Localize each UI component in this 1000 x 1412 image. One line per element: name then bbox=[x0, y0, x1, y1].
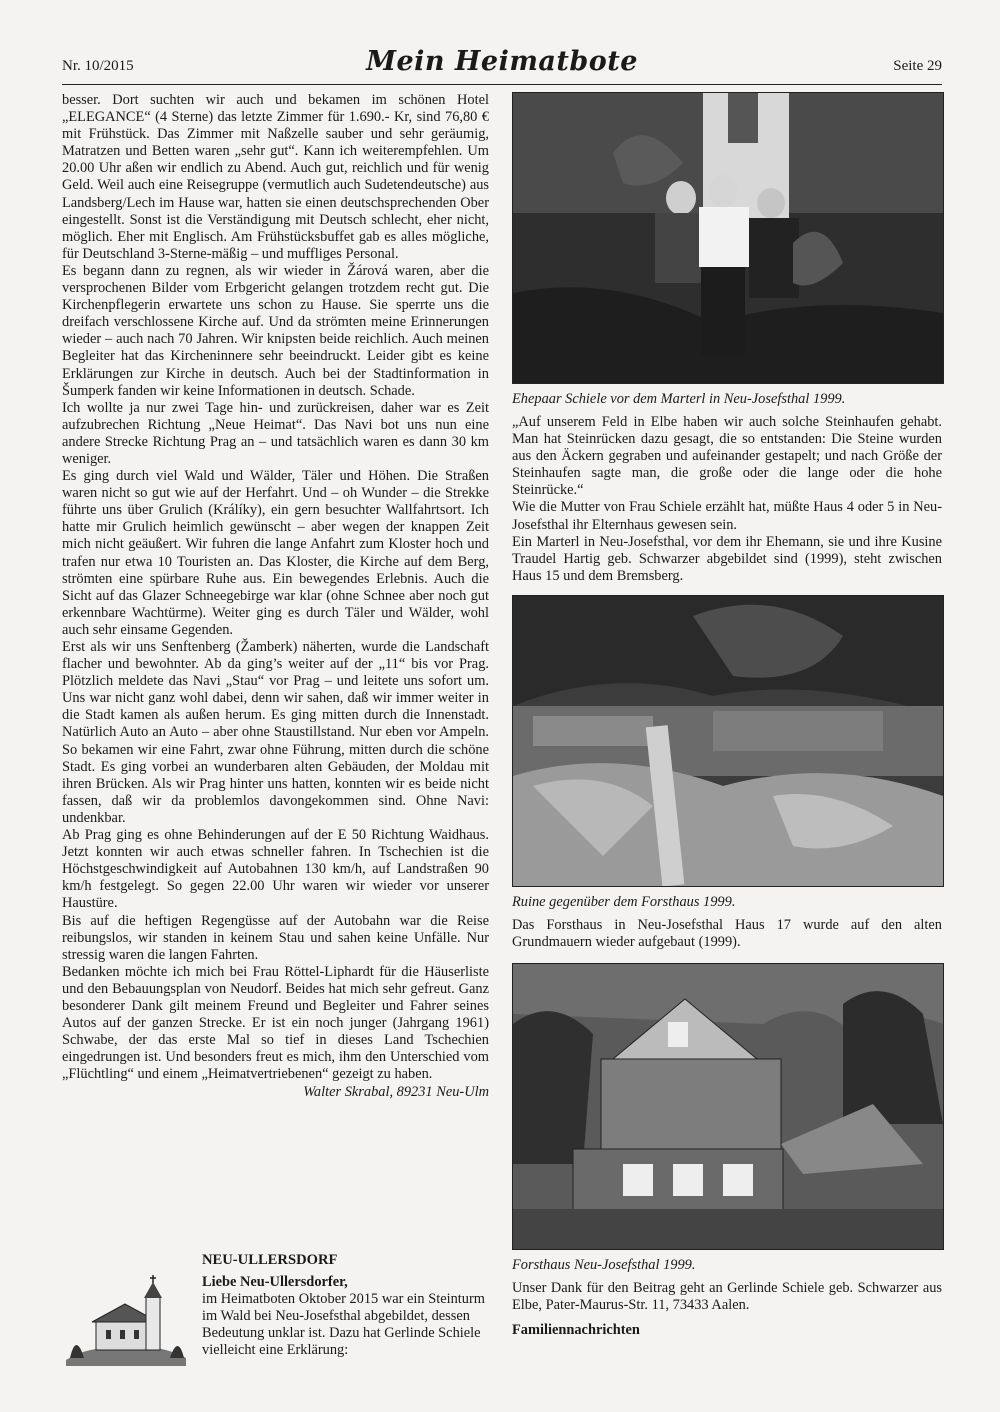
photo-forsthaus bbox=[512, 963, 944, 1250]
photo-ruine bbox=[512, 595, 944, 887]
church-illustration-icon bbox=[62, 1274, 190, 1366]
familiennachrichten-heading: Familiennachrichten bbox=[512, 1322, 640, 1339]
paragraph: Bis auf die heftigen Regengüsse auf der Autobahn war die Reise reibungslos, wir standen in keinem Stau und sahen keine Unfälle. Nur stressig waren die langen Fahrten. bbox=[62, 912, 489, 963]
left-column bbox=[62, 92, 489, 1102]
paragraph: besser. Dort suchten wir auch und bekamen im schönen Hotel „ELEGANCE“ (4 Sterne) das letzte Zimmer für 1.690.- Kr, sind 76,80 € mit Frühstück. Das Zimmer mit Naßzelle sauber und sehr geräumig, Matratzen und Betten waren „sehr gut“. Kann ich weiterempfehlen. Um 20.00 Uhr aßen wir endlich zu Abend. Auch gut, reichlich und für wenig Geld. Weil auch eine Reisegruppe (vermutlich auch Sudetendeutsche) aus Landsberg/Lech im Hause war, hatten sie einen deutschsprechenden Ober eingestellt. Sonst ist die Verständigung mit Deutsch schlecht, eher nicht, möglich. Eher mit Englisch. Am Frühstücksbuffet gab es alles mögliche, für Deutschland 3-Sterne-mäßig – und muffliges Personal. bbox=[62, 92, 489, 262]
right-text-2 bbox=[512, 917, 942, 951]
issue-number: Nr. 10/2015 bbox=[62, 58, 134, 74]
paragraph: Erst als wir uns Senftenberg (Žamberk) näherten, wurde die Landschaft flacher und bewohnter. Ab da ging’s weiter auf der „11“ bis vor Prag. Plötzlich meldete das Navi „Stau“ vor Prag – und leitete uns sofort um. Uns war nicht ganz wohl dabei, denn wir sahen, daß wir immer weiter in die Stadt kamen als außen herum. Es ging mitten durch die Innenstadt. Natürlich Auto an Auto – aber ohne Staustillstand. Nur eben vor Ampeln. So bekamen wir eine Fahrt, zwar ohne Führung, mitten durch die schöne Stadt. Es ging vorbei an wunderbaren alten Gebäuden, der Moldau mit ihren Brücken. Als wir Prag hinter uns hatten, konnten wir es beide nicht fassen, daß wir da problemlos davongekommen sind. Ohne Navi: undenkbar. bbox=[62, 639, 489, 826]
paragraph: Das Forsthaus in Neu-Josefsthal Haus 17 wurde auf den alten Grundmauern wieder aufgebaut (1999). bbox=[512, 916, 942, 951]
paragraph: Unser Dank für den Beitrag geht an Gerlinde Schiele geb. Schwarzer aus Elbe, Pater-Maurus-Str. 11, 73433 Aalen. bbox=[512, 1280, 942, 1314]
photo-caption: Ruine gegenüber dem Forsthaus 1999. bbox=[512, 893, 736, 910]
paragraph: Es begann dann zu regnen, als wir wieder in Žárová waren, aber die versprochenen Bilder vom Erbgericht gelangen trotzdem recht gut. Die Kirchenpflegerin erwartete uns schon zu Hause. Sie sperrte uns die dreifach verschlossene Kirche auf. Und da strömten meine Erinnerungen wieder – auch nach 70 Jahren. Wir knipsten beide reichlich. Auch meinen Begleiter hat das Kircheninnere sehr beeindruckt. Leider gibt es keine Erklärungen zur Kirche in deutsch. Auch bei der Stadtinformation in Šumperk fanden wir keine Informationen in deutsch. Schade. bbox=[62, 262, 489, 399]
photo-caption: Ehepaar Schiele vor dem Marterl in Neu-Josefsthal 1999. bbox=[512, 391, 846, 407]
paragraph: Bedanken möchte ich mich bei Frau Röttel-Liphardt für die Häuserliste und den Bebauungsplan von Neudorf. Beides hat mich sehr gefreut. Ganz besonderer Dank gilt meinem Freund und Begleiter und Fahrer seines Autos auf der ganzen Strecke. Er ist ein noch junger (Jahrgang 1961) Schwabe, der das erste Mal so tief in dieses Land Tschechien eingedrungen ist. Und besonders freut es mich, ihm den Unterschied vom „Flüchtling“ und einem „Heimatvertriebenen“ gezeigt zu haben. bbox=[62, 963, 489, 1083]
section-title: NEU-ULLERSDORF bbox=[202, 1252, 338, 1268]
author-signature: Walter Skrabal, 89231 Neu-Ulm bbox=[303, 1084, 489, 1101]
section-body bbox=[202, 1274, 489, 1359]
page-header bbox=[62, 44, 942, 85]
article-text bbox=[62, 92, 489, 1083]
paragraph: Es ging durch viel Wald und Wälder, Täler und Höhen. Die Straßen waren nicht so gut wie auf der Herfahrt. Und – oh Wunder – die Strekke führte uns über Grulich (Králíky), ein gern besuchter Wallfahrtsort. Ich hatte mir Grulich heimlich gewünscht – aber wegen der knappen Zeit mich nicht geäußert. Wir fuhren die lange Anfahrt zum Kloster hoch und trafen nur etwa 10 Touristen an. Das Kloster, die Kirche auf dem Berg, strömten eine spürbare Ruhe aus. Ein bewegendes Erlebnis. Auch die Sicht auf das Glazer Schneegebirge war klar (ohne Schnee aber noch gut erkennbare Wachtürme). Weiter ging es durch Täler und Wälder, wohl auch sehr einsame Gegenden. bbox=[62, 468, 489, 638]
photo-caption: Forsthaus Neu-Josefsthal 1999. bbox=[512, 1257, 696, 1274]
photo-marterl bbox=[512, 92, 944, 384]
paragraph: Ab Prag ging es ohne Behinderungen auf der E 50 Richtung Waidhaus. Jetzt konnten wir auch etwas schneller fahren. In Tschechien ist die Höchstgeschwindigkeit auf Autobahnen 130 km/h, auf Landstraßen 90 km/h festgelegt. So gegen 22.00 Uhr waren wir wieder vor unserer Haustüre. bbox=[62, 827, 489, 912]
masthead-logo: Mein Heimatbote bbox=[366, 46, 638, 77]
paragraph: Ein Marterl in Neu-Josefsthal, vor dem ihr Ehemann, sie und ihre Kusine Traudel Hartig geb. Schwarzer abgebildet sind (1999), steht zwischen Haus 15 und dem Bremsberg. bbox=[512, 533, 942, 584]
page-number: Seite 29 bbox=[893, 58, 942, 74]
right-column bbox=[512, 92, 942, 1339]
section-text: im Heimatboten Oktober 2015 war ein Steinturm im Wald bei Neu-Josefsthal abgebildet, dessen Bedeutung unklar ist. Dazu hat Gerlinde Schiele vielleicht eine Erklärung: bbox=[202, 1291, 485, 1359]
right-text-3 bbox=[512, 1280, 942, 1314]
paragraph: Wie die Mutter von Frau Schiele erzählt hat, müßte Haus 4 oder 5 in Neu-Josefsthal ihr Elternhaus gewesen sein. bbox=[512, 499, 942, 533]
paragraph: Ich wollte ja nur zwei Tage hin- und zurückreisen, daher war es Zeit aufzubrechen Richtung „Neue Heimat“. Das Navi bot uns nun eine andere Strecke Richtung Prag an – und tatsächlich waren es dann 30 km weniger. bbox=[62, 399, 489, 467]
paragraph: „Auf unserem Feld in Elbe haben wir auch solche Steinhaufen gehabt. Man hat Steinrücken dazu gesagt, die so entstanden: Die Steine wurden aus den Äckern gegraben und aufeinander gestapelt; und nach Größe der Steinhaufen sagte man, die große oder die lange oder die hohe Steinrücke.“ bbox=[512, 414, 942, 499]
greeting: Liebe Neu-Ullersdorfer, bbox=[202, 1274, 348, 1290]
neu-ullersdorf-section bbox=[62, 1246, 489, 1376]
right-text-1 bbox=[512, 414, 942, 585]
